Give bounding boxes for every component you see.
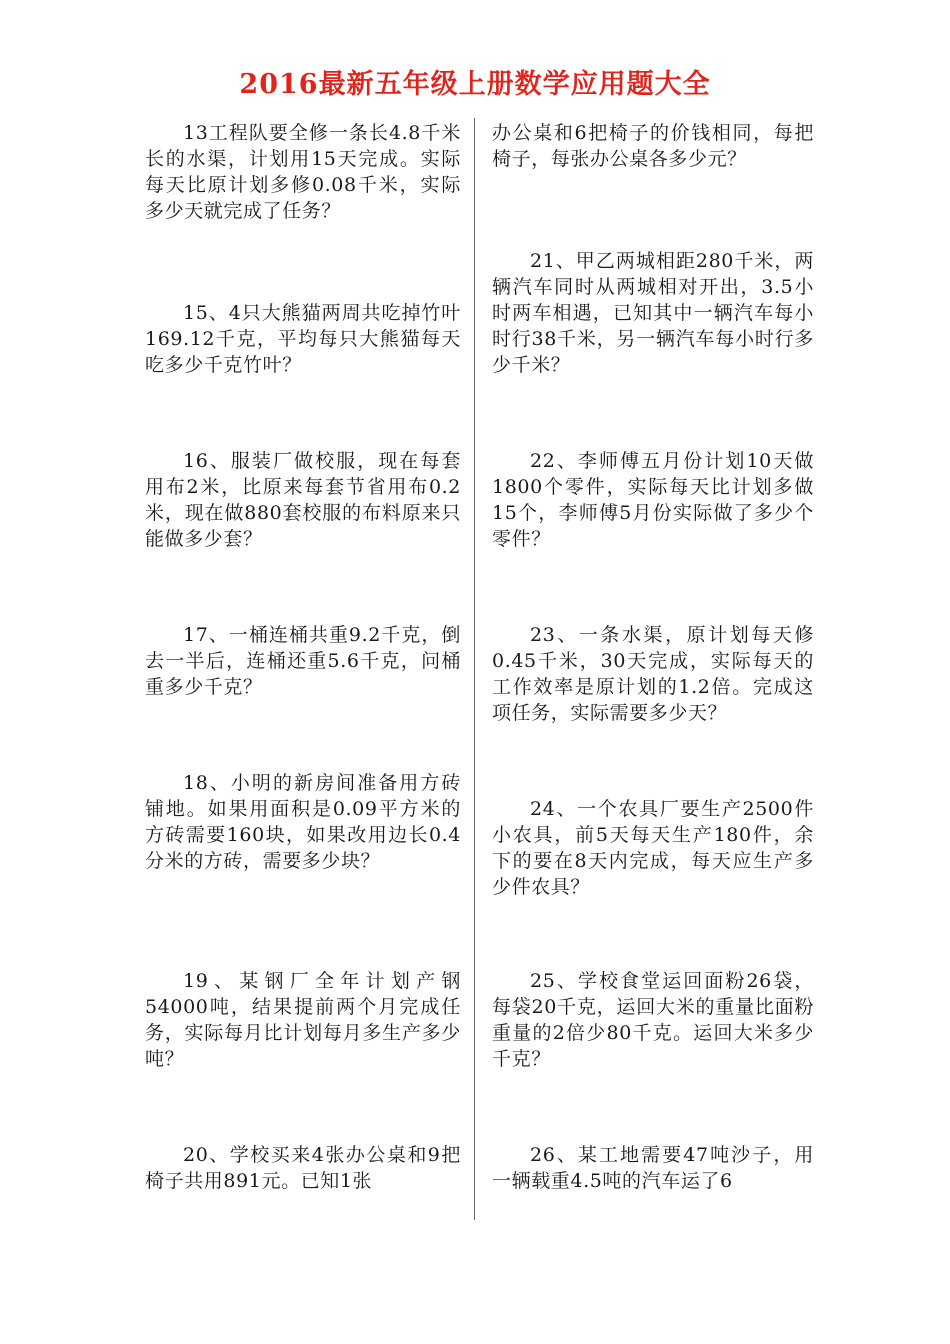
column-divider — [474, 118, 475, 1220]
problem-15: 15、4只大熊猫两周共吃掉竹叶169.12千克，平均每只大熊猫每天吃多少千克竹叶？ — [145, 302, 461, 376]
problem-23: 23、一条水渠，原计划每天修0.45千米，30天完成，实际每天的工作效率是原计划的1.2倍。完成这项任务，实际需要多少天？ — [492, 624, 814, 724]
problem-20-continued: 办公桌和6把椅子的价钱相同，每把椅子，每张办公桌各多少元？ — [492, 122, 814, 170]
page-title: 2016最新五年级上册数学应用题大全 — [239, 69, 711, 100]
problem-17: 17、一桶连桶共重9.2千克，倒去一半后，连桶还重5.6千克，问桶重多少千克？ — [145, 624, 461, 698]
problem-25: 25、学校食堂运回面粉26袋，每袋20千克，运回大米的重量比面粉重量的2倍少80千克。运回大米多少千克？ — [492, 970, 814, 1070]
problem-21: 21、甲乙两城相距280千米，两辆汽车同时从两城相对开出，3.5小时两车相遇，已知其中一辆汽车每小时行38千米，另一辆汽车每小时行多少千米？ — [492, 250, 814, 376]
problem-20: 20、学校买来4张办公桌和9把椅子共用891元。已知1张 — [145, 1144, 461, 1192]
problem-22: 22、李师傅五月份计划10天做1800个零件，实际每天比计划多做15个，李师傅5月份实际做了多少个零件？ — [492, 450, 814, 550]
problem-13: 13工程队要全修一条长4.8千米长的水渠，计划用15天完成。实际每天比原计划多修0.08千米，实际多少天就完成了任务？ — [145, 122, 461, 222]
problem-19: 19、某钢厂全年计划产钢54000吨，结果提前两个月完成任务，实际每月比计划每月多生产多少吨？ — [145, 970, 461, 1070]
problem-18: 18、小明的新房间准备用方砖铺地。如果用面积是0.09平方米的方砖需要160块，如果改用边长0.4分米的方砖，需要多少块？ — [145, 772, 461, 872]
problem-24: 24、一个农具厂要生产2500件小农具，前5天每天生产180件，余下的要在8天内完成，每天应生产多少件农具？ — [492, 798, 814, 898]
problem-26: 26、某工地需要47吨沙子，用一辆载重4.5吨的汽车运了6 — [492, 1144, 814, 1192]
problem-16: 16、服装厂做校服，现在每套用布2米，比原来每套节省用布0.2米，现在做880套校服的布料原来只能做多少套？ — [145, 450, 461, 550]
